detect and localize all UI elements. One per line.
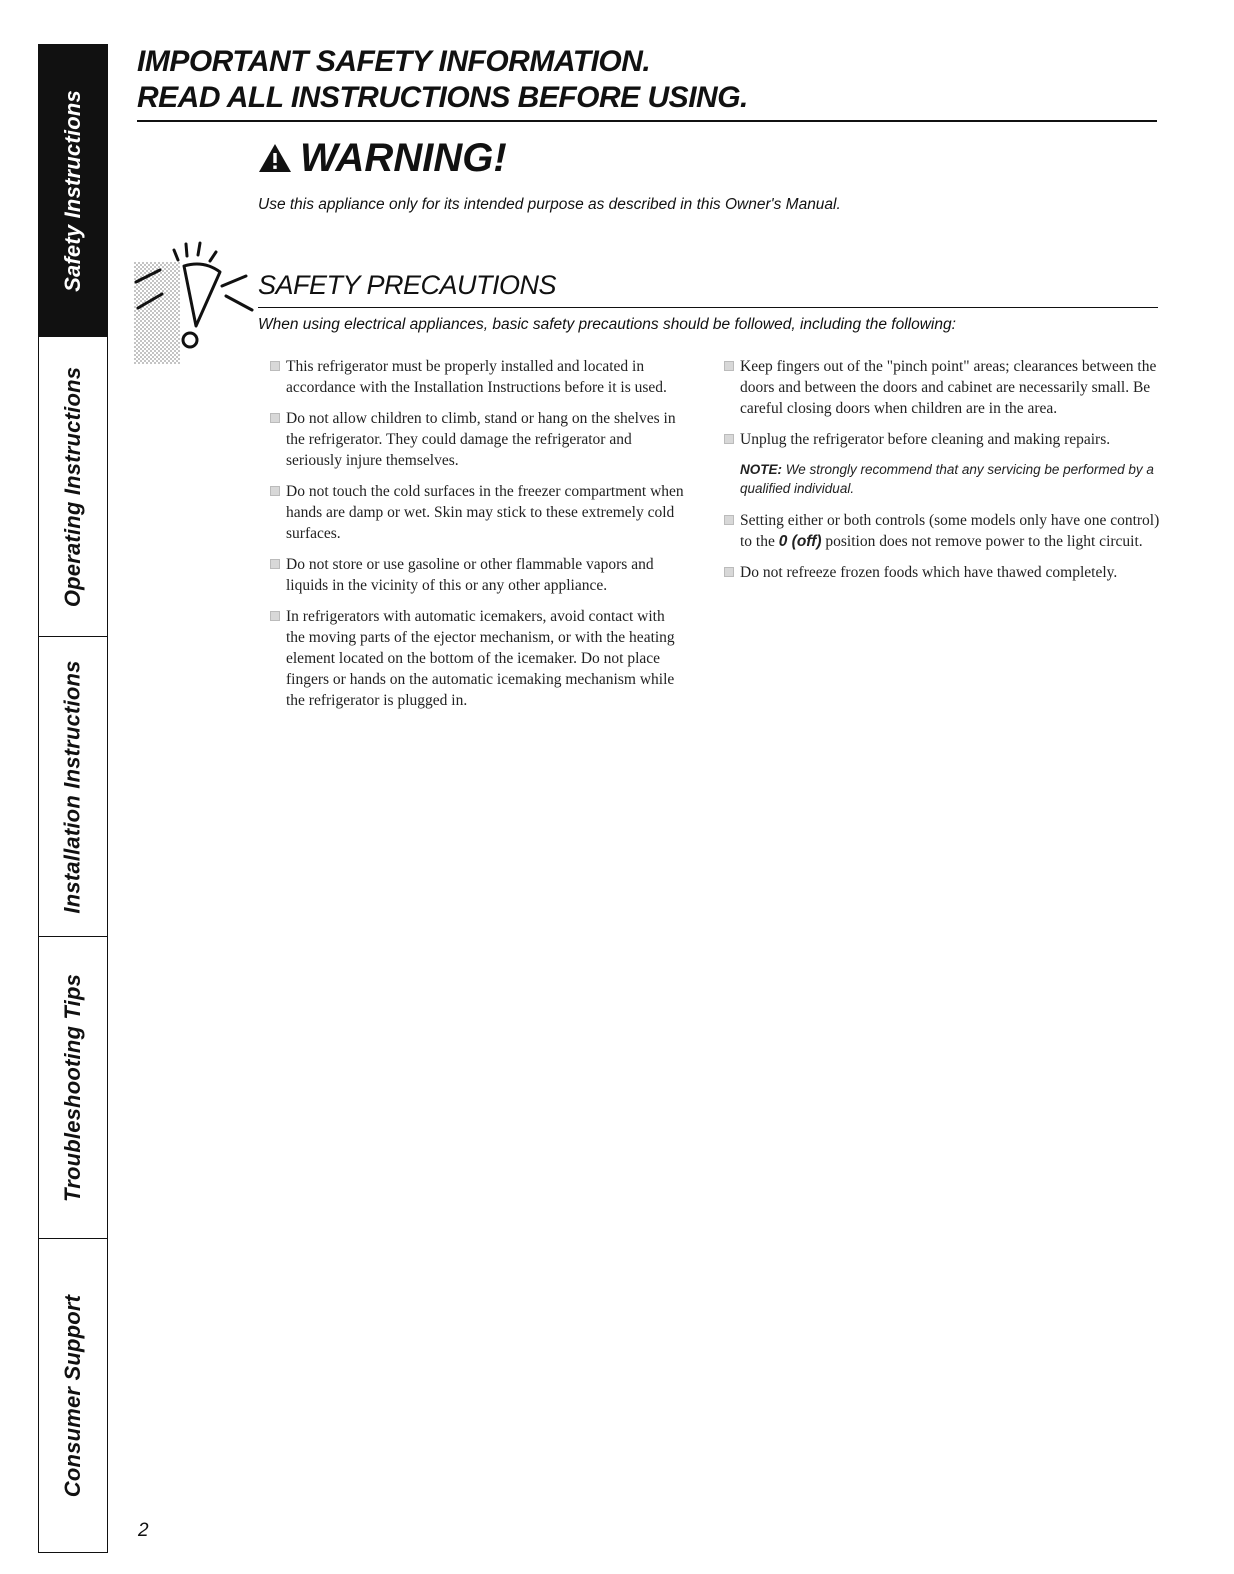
warning-title-text: WARNING! [300, 136, 507, 180]
tab-label: Safety Instructions [60, 89, 85, 292]
tab-label: Consumer Support [60, 1294, 85, 1498]
list-item: Do not refreeze frozen foods which have thawed completely. [722, 562, 1162, 583]
tab-label: Troubleshooting Tips [60, 973, 86, 1202]
list-item: This refrigerator must be properly installed and located in accordance with the Installation Instructions before it is used. [268, 356, 686, 398]
bullet-icon [270, 361, 280, 371]
tab-installation-instructions[interactable] [38, 636, 108, 936]
list-item: In refrigerators with automatic icemakers, avoid contact with the moving parts of the ejector mechanism, or with the heating element located on the bottom of the icemaker. Do not place fingers or hands on the automatic icemaking mechanism while the refrigerator is plugged in. [268, 606, 686, 711]
tab-troubleshooting-tips[interactable] [38, 936, 108, 1238]
precautions-left-column [268, 356, 686, 721]
section-divider [258, 307, 1158, 308]
tab-operating-instructions[interactable] [38, 336, 108, 636]
warning-title [258, 128, 507, 188]
tab-consumer-support[interactable] [38, 1238, 108, 1553]
exclamation-alert-icon [134, 230, 258, 364]
tabs-bottom-border [38, 1552, 108, 1553]
note [722, 460, 1162, 498]
list-item: Do not allow children to climb, stand or hang on the shelves in the refrigerator. They could damage the refrigerator and seriously injure themselves. [268, 408, 686, 471]
bullet-icon [270, 486, 280, 496]
header-divider [137, 120, 1157, 122]
bullet-icon [724, 515, 734, 525]
list-item: Setting either or both controls (some models only have one control) to the 0 (off) position does not remove power to the light circuit. [722, 510, 1162, 552]
precautions-right-column [722, 356, 1162, 593]
note-label: NOTE: [740, 462, 782, 477]
bullet-icon [724, 434, 734, 444]
warning-triangle-icon [258, 143, 292, 173]
section-intro: When using electrical appliances, basic safety precautions should be followed, including the following: [258, 316, 956, 333]
bullet-icon [270, 559, 280, 569]
bullet-icon [724, 567, 734, 577]
bullet-icon [724, 361, 734, 371]
tab-label: Installation Instructions [60, 659, 86, 914]
bullet-icon [270, 413, 280, 423]
warning-text: Use this appliance only for its intended purpose as described in this Owner's Manual. [258, 196, 841, 213]
list-item: Unplug the refrigerator before cleaning and making repairs. [722, 429, 1162, 450]
list-item: Keep fingers out of the "pinch point" areas; clearances between the doors and between the doors and cabinet are necessarily small. Be careful closing doors when children are in the area. [722, 356, 1162, 419]
list-item: Do not store or use gasoline or other flammable vapors and liquids in the vicinity of this or any other appliance. [268, 554, 686, 596]
tab-safety-instructions[interactable] [38, 44, 108, 336]
note-text: We strongly recommend that any servicing be performed by a qualified individual. [740, 462, 1154, 496]
bullet-icon [270, 611, 280, 621]
header-line-1: IMPORTANT SAFETY INFORMATION. [137, 45, 651, 78]
page-number: 2 [138, 1520, 149, 1541]
section-tabs [38, 44, 108, 1553]
header-line-2: READ ALL INSTRUCTIONS BEFORE USING. [137, 81, 748, 114]
off-position-label: 0 (off) [778, 533, 822, 550]
section-heading: SAFETY PRECAUTIONS [258, 270, 557, 300]
tab-label: Operating Instructions [60, 366, 85, 607]
page-header [137, 44, 1157, 116]
list-item: Do not touch the cold surfaces in the freezer compartment when hands are damp or wet. Skin may stick to these extremely cold surfaces. [268, 481, 686, 544]
